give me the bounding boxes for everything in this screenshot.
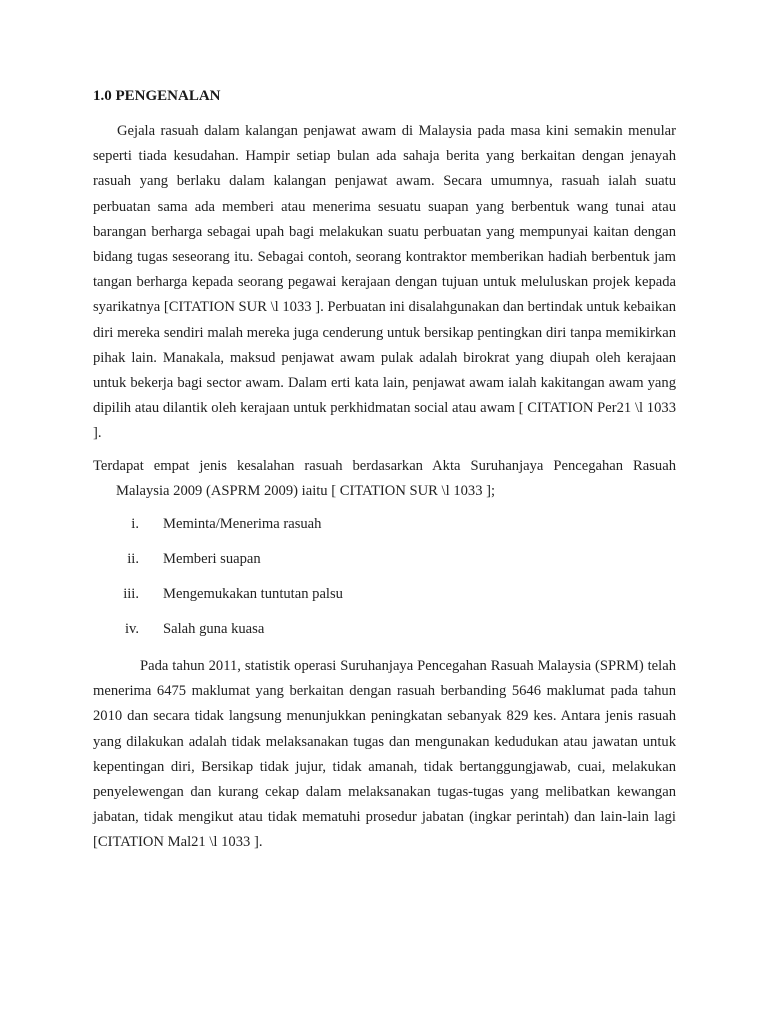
list-item	[93, 549, 676, 584]
list-item-text: Meminta/Menerima rasuah	[163, 516, 322, 533]
section-heading: 1.0 PENGENALAN	[93, 88, 221, 104]
list-item-number: ii.	[127, 551, 139, 568]
paragraph-statistics: Pada tahun 2011, statistik operasi Suruhanjaya Pencegahan Rasuah Malaysia (SPRM) telah menerima 6475 maklumat yang berkaitan dengan rasuah berbanding 5646 maklumat pada tahun 2010 dan secara tidak langsung menunjukkan peningkatan sebanyak 829 kes. Antara jenis rasuah yang dilakukan adalah tidak melaksanakan tugas dan mengunakan kedudukan atau jawatan untuk kepentingan diri, Bersikap tidak jujur, tidak amanah, tidak bertanggungjawab, cuai, melakukan penyelewengan dan kurang cekap dalam melaksanakan tugas-tugas yang melibatkan kewangan jabatan, tidak mengikut atau tidak mematuhi prosedur jabatan (ingkar perintah) dan lain-lain lagi [CITATION Mal21 \l 1033 ].	[93, 658, 676, 851]
list-item-number: iii.	[123, 586, 139, 603]
paragraph-offense-types-intro: Terdapat empat jenis kesalahan rasuah berdasarkan Akta Suruhanjaya Pencegahan Rasuah Malaysia 2009 (ASPRM 2009) iaitu [ CITATION SUR \l 1033 ];	[93, 457, 676, 499]
list-item-text: Memberi suapan	[163, 551, 261, 568]
list-item	[93, 584, 676, 619]
list-item-text: Mengemukakan tuntutan palsu	[163, 586, 343, 603]
list-item	[93, 514, 676, 549]
list-item-number: i.	[131, 516, 139, 533]
document-body	[93, 84, 676, 856]
list-item-text: Salah guna kuasa	[163, 621, 265, 638]
list-item	[93, 619, 676, 654]
offense-types-list	[93, 514, 676, 654]
list-item-number: iv.	[124, 621, 139, 638]
paragraph-introduction: Gejala rasuah dalam kalangan penjawat awam di Malaysia pada masa kini semakin menular seperti tiada kesudahan. Hampir setiap bulan ada sahaja berita yang berkaitan dengan jenayah rasuah yang berlaku dalam kalangan penjawat awam. Secara umumnya, rasuah ialah suatu perbuatan sama ada memberi atau menerima sesuatu suapan yang berbentuk wang tunai atau barangan berharga sebagai upah bagi melakukan suatu perbuatan yang mempunyai kaitan dengan bidang tugas seseorang itu. Sebagai contoh, seorang kontraktor memberikan hadiah berbentuk jam tangan berharga kepada seorang pegawai kerajaan dengan tujuan untuk meluluskan projek kepada syarikatnya [CITATION SUR \l 1033 ]. Perbuatan ini disalahgunakan dan bertindak untuk kebaikan diri mereka sendiri malah mereka juga cenderung untuk bersikap pentingkan diri tanpa memikirkan pihak lain. Manakala, maksud penjawat awam pulak adalah birokrat yang diupah oleh kerajaan untuk bekerja bagi sector awam. Dalam erti kata lain, penjawat awam ialah kakitangan awam yang dipilih atau dilantik oleh kerajaan untuk perkhidmatan social atau awam [ CITATION Per21 \l 1033 ].	[93, 123, 676, 442]
